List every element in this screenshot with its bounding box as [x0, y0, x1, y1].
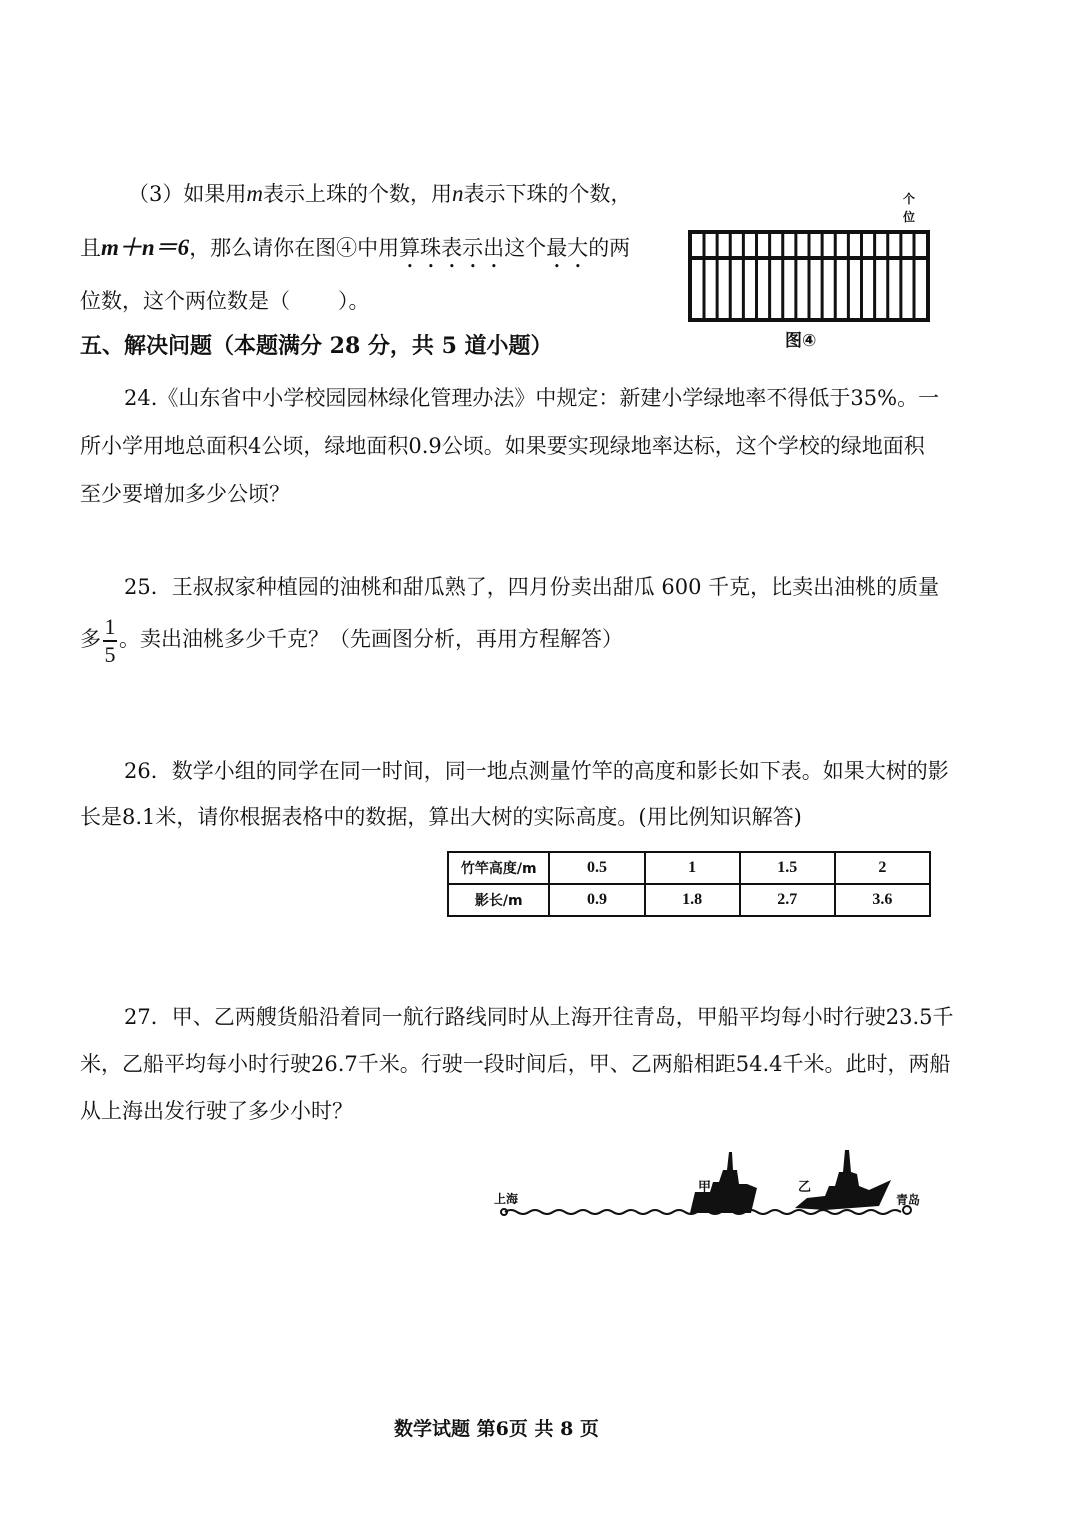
text-segment: 表示下珠的个数， [463, 182, 632, 206]
text-segment: 这个 [504, 236, 547, 260]
q25-line1: 25．王叔叔家种植园的油桃和甜瓜熟了，四月份卖出甜瓜 600 千克，比卖出油桃的质量 [124, 575, 940, 599]
text-segment: 的两 [588, 236, 631, 260]
section-title: 五、解决问题（本题满分 28 分，共 5 道小题） [80, 333, 553, 359]
bamboo-shadow-table [447, 851, 931, 917]
q24-line1: 24.《山东省中小学校园园林绿化管理办法》中规定：新建小学绿地率不得低于35%。一 [124, 386, 940, 410]
ship-diagram [495, 1140, 925, 1225]
q27-line2: 米，乙船平均每小时行驶26.7千米。行驶一段时间后，甲、乙两船相距54.4千米。此时，两船 [80, 1052, 951, 1076]
q23-3-line2 [80, 234, 630, 273]
text-segment: 表示上珠的个数，用 [263, 182, 452, 206]
text-segment: 。卖出油桃多少千克？（先画图分析，再用方程解答） [119, 627, 623, 651]
q23-3-line1 [128, 180, 632, 208]
table-row-header: 竹竿高度/m [448, 852, 549, 884]
emphasized-text: 最大 [546, 236, 589, 260]
text-segment: （3）如果用 [128, 182, 247, 206]
table-cell: 1.8 [645, 884, 740, 916]
text-segment: 多 [80, 627, 101, 651]
start-point [501, 1209, 507, 1215]
table-row-header: 影长/m [448, 884, 549, 916]
ship-a-icon [690, 1152, 757, 1213]
ship-b-icon [795, 1150, 891, 1210]
place-label [903, 190, 915, 226]
table-cell: 0.9 [549, 884, 644, 916]
table-cell: 0.5 [549, 852, 644, 884]
q26-line2: 长是8.1米，请你根据表格中的数据，算出大树的实际高度。(用比例知识解答) [80, 805, 802, 829]
q24-line3: 至少要增加多少公顷？ [80, 482, 290, 506]
table-cell: 1.5 [740, 852, 835, 884]
variable-n: n [452, 181, 464, 206]
text-segment: 位数，这个两位数是（ [80, 289, 290, 313]
table-cell: 1 [645, 852, 740, 884]
page-footer: 数学试题 第6页 共 8 页 [394, 1418, 599, 1440]
place-label-char: 位 [903, 210, 916, 224]
fraction-numerator: 1 [104, 613, 116, 639]
abacus-figure[interactable] [688, 230, 930, 322]
q26-line1: 26．数学小组的同学在同一时间，同一地点测量竹竿的高度和影长如下表。如果大树的影 [124, 759, 949, 783]
text-segment: ，那么请你在图④中用 [189, 236, 400, 260]
table-cell: 2.7 [740, 884, 835, 916]
q27-line1: 27．甲、乙两艘货船沿着同一航行路线同时从上海开往青岛，甲船平均每小时行驶23.5千 [124, 1005, 954, 1029]
q25-line2 [80, 614, 623, 666]
variable-m: m [246, 181, 263, 206]
q27-line3: 从上海出发行驶了多少小时？ [80, 1099, 353, 1123]
table-row [448, 852, 930, 884]
text-segment: ）。 [338, 289, 370, 313]
abacus-caption: 图④ [785, 331, 817, 351]
table-cell: 2 [835, 852, 930, 884]
ship-a-label: 甲 [698, 1180, 712, 1195]
place-label-char: 个 [903, 192, 916, 206]
text-segment: 且 [80, 236, 101, 260]
fraction-one-fifth [103, 613, 117, 667]
q24-line2: 所小学用地总面积4公顷，绿地面积0.9公顷。如果要实现绿地率达标，这个学校的绿地面积 [80, 434, 925, 458]
table-cell: 3.6 [835, 884, 930, 916]
table-row [448, 884, 930, 916]
equation: m＋n＝6 [101, 235, 190, 260]
fraction-denominator: 5 [104, 641, 116, 667]
start-label: 上海 [494, 1192, 519, 1206]
end-label: 青岛 [896, 1193, 921, 1207]
end-point [903, 1206, 911, 1214]
emphasized-text: 算珠表示出 [399, 236, 505, 260]
ship-b-label: 乙 [798, 1180, 812, 1195]
q23-3-line3 [80, 287, 370, 315]
